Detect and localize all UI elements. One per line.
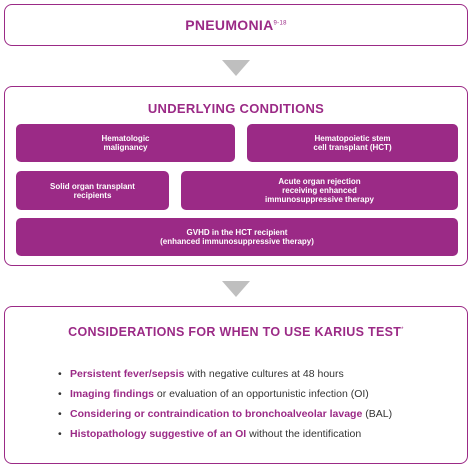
item-highlight: Histopathology suggestive of an OI — [70, 428, 247, 440]
considerations-list — [58, 367, 392, 447]
list-item — [58, 367, 392, 387]
condition-line: Hematologic — [101, 134, 150, 143]
condition-acute-organ-rejection — [181, 171, 458, 210]
condition-line: receiving enhanced — [282, 186, 357, 195]
considerations-title — [5, 325, 467, 339]
pneumonia-title-text: PNEUMONIA — [185, 17, 274, 33]
condition-line: Acute organ rejection — [278, 177, 361, 186]
pneumonia-title — [5, 17, 467, 33]
item-highlight: Persistent fever/sepsis — [70, 368, 185, 380]
condition-hematologic-malignancy — [16, 124, 235, 162]
down-arrow-icon — [222, 281, 250, 297]
condition-line: Solid organ transplant — [50, 181, 135, 191]
down-arrow-icon — [222, 60, 250, 76]
condition-line: immunosuppressive therapy — [265, 195, 374, 204]
bullet-icon: • — [58, 368, 62, 380]
bullet-icon: • — [58, 428, 62, 440]
condition-line: (enhanced immunosuppressive therapy) — [160, 237, 314, 246]
condition-line: Hematopoietic stem — [314, 134, 391, 143]
list-item — [58, 387, 392, 407]
condition-line: GVHD in the HCT recipient — [186, 228, 288, 237]
condition-hct — [247, 124, 458, 162]
bullet-icon: • — [58, 408, 62, 420]
condition-gvhd — [16, 218, 458, 256]
condition-line: recipients — [73, 190, 112, 200]
condition-line: cell transplant (HCT) — [313, 143, 392, 152]
pneumonia-superscript: 9-18 — [273, 20, 287, 27]
underlying-conditions-title: UNDERLYING CONDITIONS — [147, 101, 325, 116]
condition-solid-organ-transplant — [16, 171, 169, 210]
condition-line: malignancy — [103, 143, 148, 152]
item-text: with negative cultures at 48 hours — [184, 368, 344, 380]
item-text: or evaluation of an opportunistic infection (OI) — [154, 388, 369, 400]
item-highlight: Considering or contraindication to bronchoalveolar lavage — [70, 408, 363, 420]
pneumonia-card — [4, 4, 468, 46]
list-item — [58, 427, 392, 447]
bullet-icon: • — [58, 388, 62, 400]
considerations-title-text: CONSIDERATIONS FOR WHEN TO USE KARIUS TEST — [68, 325, 402, 339]
item-text: without the identification — [246, 428, 362, 440]
considerations-asterisk: * — [401, 326, 404, 333]
list-item — [58, 407, 392, 427]
item-highlight: Imaging findings — [70, 388, 154, 400]
item-text: (BAL) — [362, 408, 393, 420]
